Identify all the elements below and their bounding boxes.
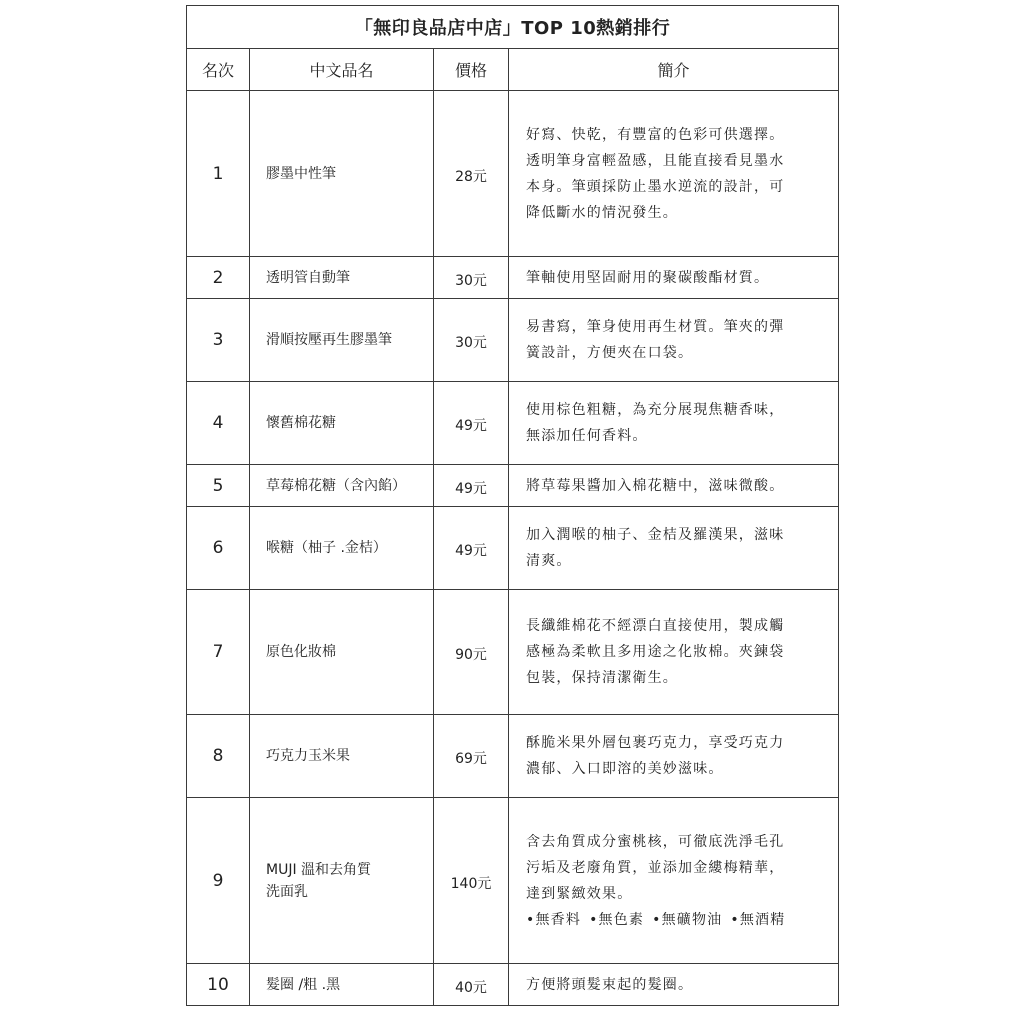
price-cell: 49元: [434, 507, 509, 590]
price-cell: 140元: [434, 798, 509, 964]
description-line: 使用棕色粗糖，為充分展現焦糖香味，: [526, 402, 785, 418]
product-name-line: 滑順按壓再生膠墨筆: [266, 332, 392, 348]
description-line: 降低斷水的情況發生。: [526, 204, 678, 221]
feature-tag: •無香料: [526, 911, 582, 928]
title-row: [187, 6, 839, 49]
description-line: 無添加任何香料。: [526, 428, 648, 444]
product-name-cell: [250, 91, 434, 257]
rank-cell: 10: [187, 964, 250, 1006]
description-cell: [509, 257, 839, 299]
description-line: 包裝，保持清潔衛生。: [526, 670, 678, 686]
header-row: [187, 49, 839, 91]
product-name-line: 膠墨中性筆: [266, 165, 336, 182]
rank-cell: 2: [187, 257, 250, 299]
description-line: 長纖維棉花不經漂白直接使用，製成觸: [526, 618, 785, 634]
description-cell: [509, 964, 839, 1006]
product-name-cell: [250, 257, 434, 299]
table-row: [187, 382, 839, 465]
description-line: 本身。筆頭採防止墨水逆流的設計，可: [526, 178, 785, 195]
description-line: 易書寫，筆身使用再生材質。筆夾的彈: [526, 319, 785, 335]
description-cell: [509, 715, 839, 798]
product-name-cell: [250, 798, 434, 964]
product-name-line: 草莓棉花糖（含內餡）: [266, 477, 406, 494]
description-line: 透明筆身富輕盈感，且能直接看見墨水: [526, 152, 785, 169]
rank-cell: 3: [187, 299, 250, 382]
rank-cell: 5: [187, 465, 250, 507]
product-name-cell: [250, 299, 434, 382]
rank-cell: 1: [187, 91, 250, 257]
product-name-cell: [250, 590, 434, 715]
product-name-line: MUJI 溫和去角質: [266, 861, 372, 878]
rank-cell: 8: [187, 715, 250, 798]
table-title: 「無印良品店中店」TOP 10熱銷排行: [187, 6, 839, 49]
header-rank: 名次: [187, 49, 250, 91]
price-cell: 30元: [434, 257, 509, 299]
description-line: 好寫、快乾，有豐富的色彩可供選擇。: [526, 126, 785, 143]
rank-cell: 7: [187, 590, 250, 715]
feature-tag: •無色素: [589, 911, 645, 928]
description-line: 將草莓果醬加入棉花糖中，滋味微酸。: [526, 477, 785, 494]
description-line: 含去角質成分蜜桃核，可徹底洗淨毛孔: [526, 833, 785, 850]
product-name-line: 洗面乳: [266, 883, 308, 900]
product-name-line: 懷舊棉花糖: [266, 415, 336, 431]
ranking-table: [186, 5, 839, 1006]
product-name-cell: [250, 964, 434, 1006]
price-cell: 49元: [434, 465, 509, 507]
description-line: 污垢及老廢角質，並添加金縷梅精華，: [526, 859, 785, 876]
table-row: [187, 257, 839, 299]
feature-tag: •無礦物油: [652, 911, 723, 928]
product-name-line: 透明管自動筆: [266, 269, 350, 286]
description-cell: [509, 798, 839, 964]
description-line: 筆軸使用堅固耐用的聚碳酸酯材質。: [526, 269, 770, 286]
table-row: [187, 299, 839, 382]
rank-cell: 9: [187, 798, 250, 964]
product-name-line: 原色化妝棉: [266, 644, 336, 660]
product-name-line: 髮圈 /粗 .黑: [266, 976, 341, 993]
description-cell: [509, 299, 839, 382]
rank-cell: 4: [187, 382, 250, 465]
product-name-cell: [250, 507, 434, 590]
table-row: [187, 590, 839, 715]
description-cell: [509, 465, 839, 507]
description-line: 簧設計，方便夾在口袋。: [526, 345, 694, 361]
price-cell: 69元: [434, 715, 509, 798]
price-cell: 90元: [434, 590, 509, 715]
rank-cell: 6: [187, 507, 250, 590]
product-name-cell: [250, 382, 434, 465]
description-line: 酥脆米果外層包裹巧克力，享受巧克力: [526, 735, 785, 751]
feature-tag: •無酒精: [730, 911, 786, 928]
table-row: [187, 465, 839, 507]
feature-tags: [526, 907, 830, 933]
description-cell: [509, 507, 839, 590]
header-desc: 簡介: [509, 49, 839, 91]
price-cell: 30元: [434, 299, 509, 382]
description-line: 達到緊緻效果。: [526, 885, 633, 902]
table-row: [187, 798, 839, 964]
price-cell: 49元: [434, 382, 509, 465]
description-cell: [509, 590, 839, 715]
table-row: [187, 91, 839, 257]
price-cell: 40元: [434, 964, 509, 1006]
price-cell: 28元: [434, 91, 509, 257]
table-row: [187, 715, 839, 798]
description-line: 加入潤喉的柚子、金桔及羅漢果，滋味: [526, 527, 785, 543]
header-name: 中文品名: [250, 49, 434, 91]
description-line: 方便將頭髮束起的髮圈。: [526, 976, 694, 993]
header-price: 價格: [434, 49, 509, 91]
description-line: 清爽。: [526, 553, 572, 569]
product-name-cell: [250, 465, 434, 507]
description-cell: [509, 382, 839, 465]
product-name-line: 巧克力玉米果: [266, 748, 350, 764]
table-row: [187, 507, 839, 590]
description-cell: [509, 91, 839, 257]
product-name-cell: [250, 715, 434, 798]
description-line: 濃郁、入口即溶的美妙滋味。: [526, 761, 724, 777]
table-row: [187, 964, 839, 1006]
product-name-line: 喉糖（柚子 .金桔）: [266, 540, 387, 556]
description-line: 感極為柔軟且多用途之化妝棉。夾鍊袋: [526, 644, 785, 660]
